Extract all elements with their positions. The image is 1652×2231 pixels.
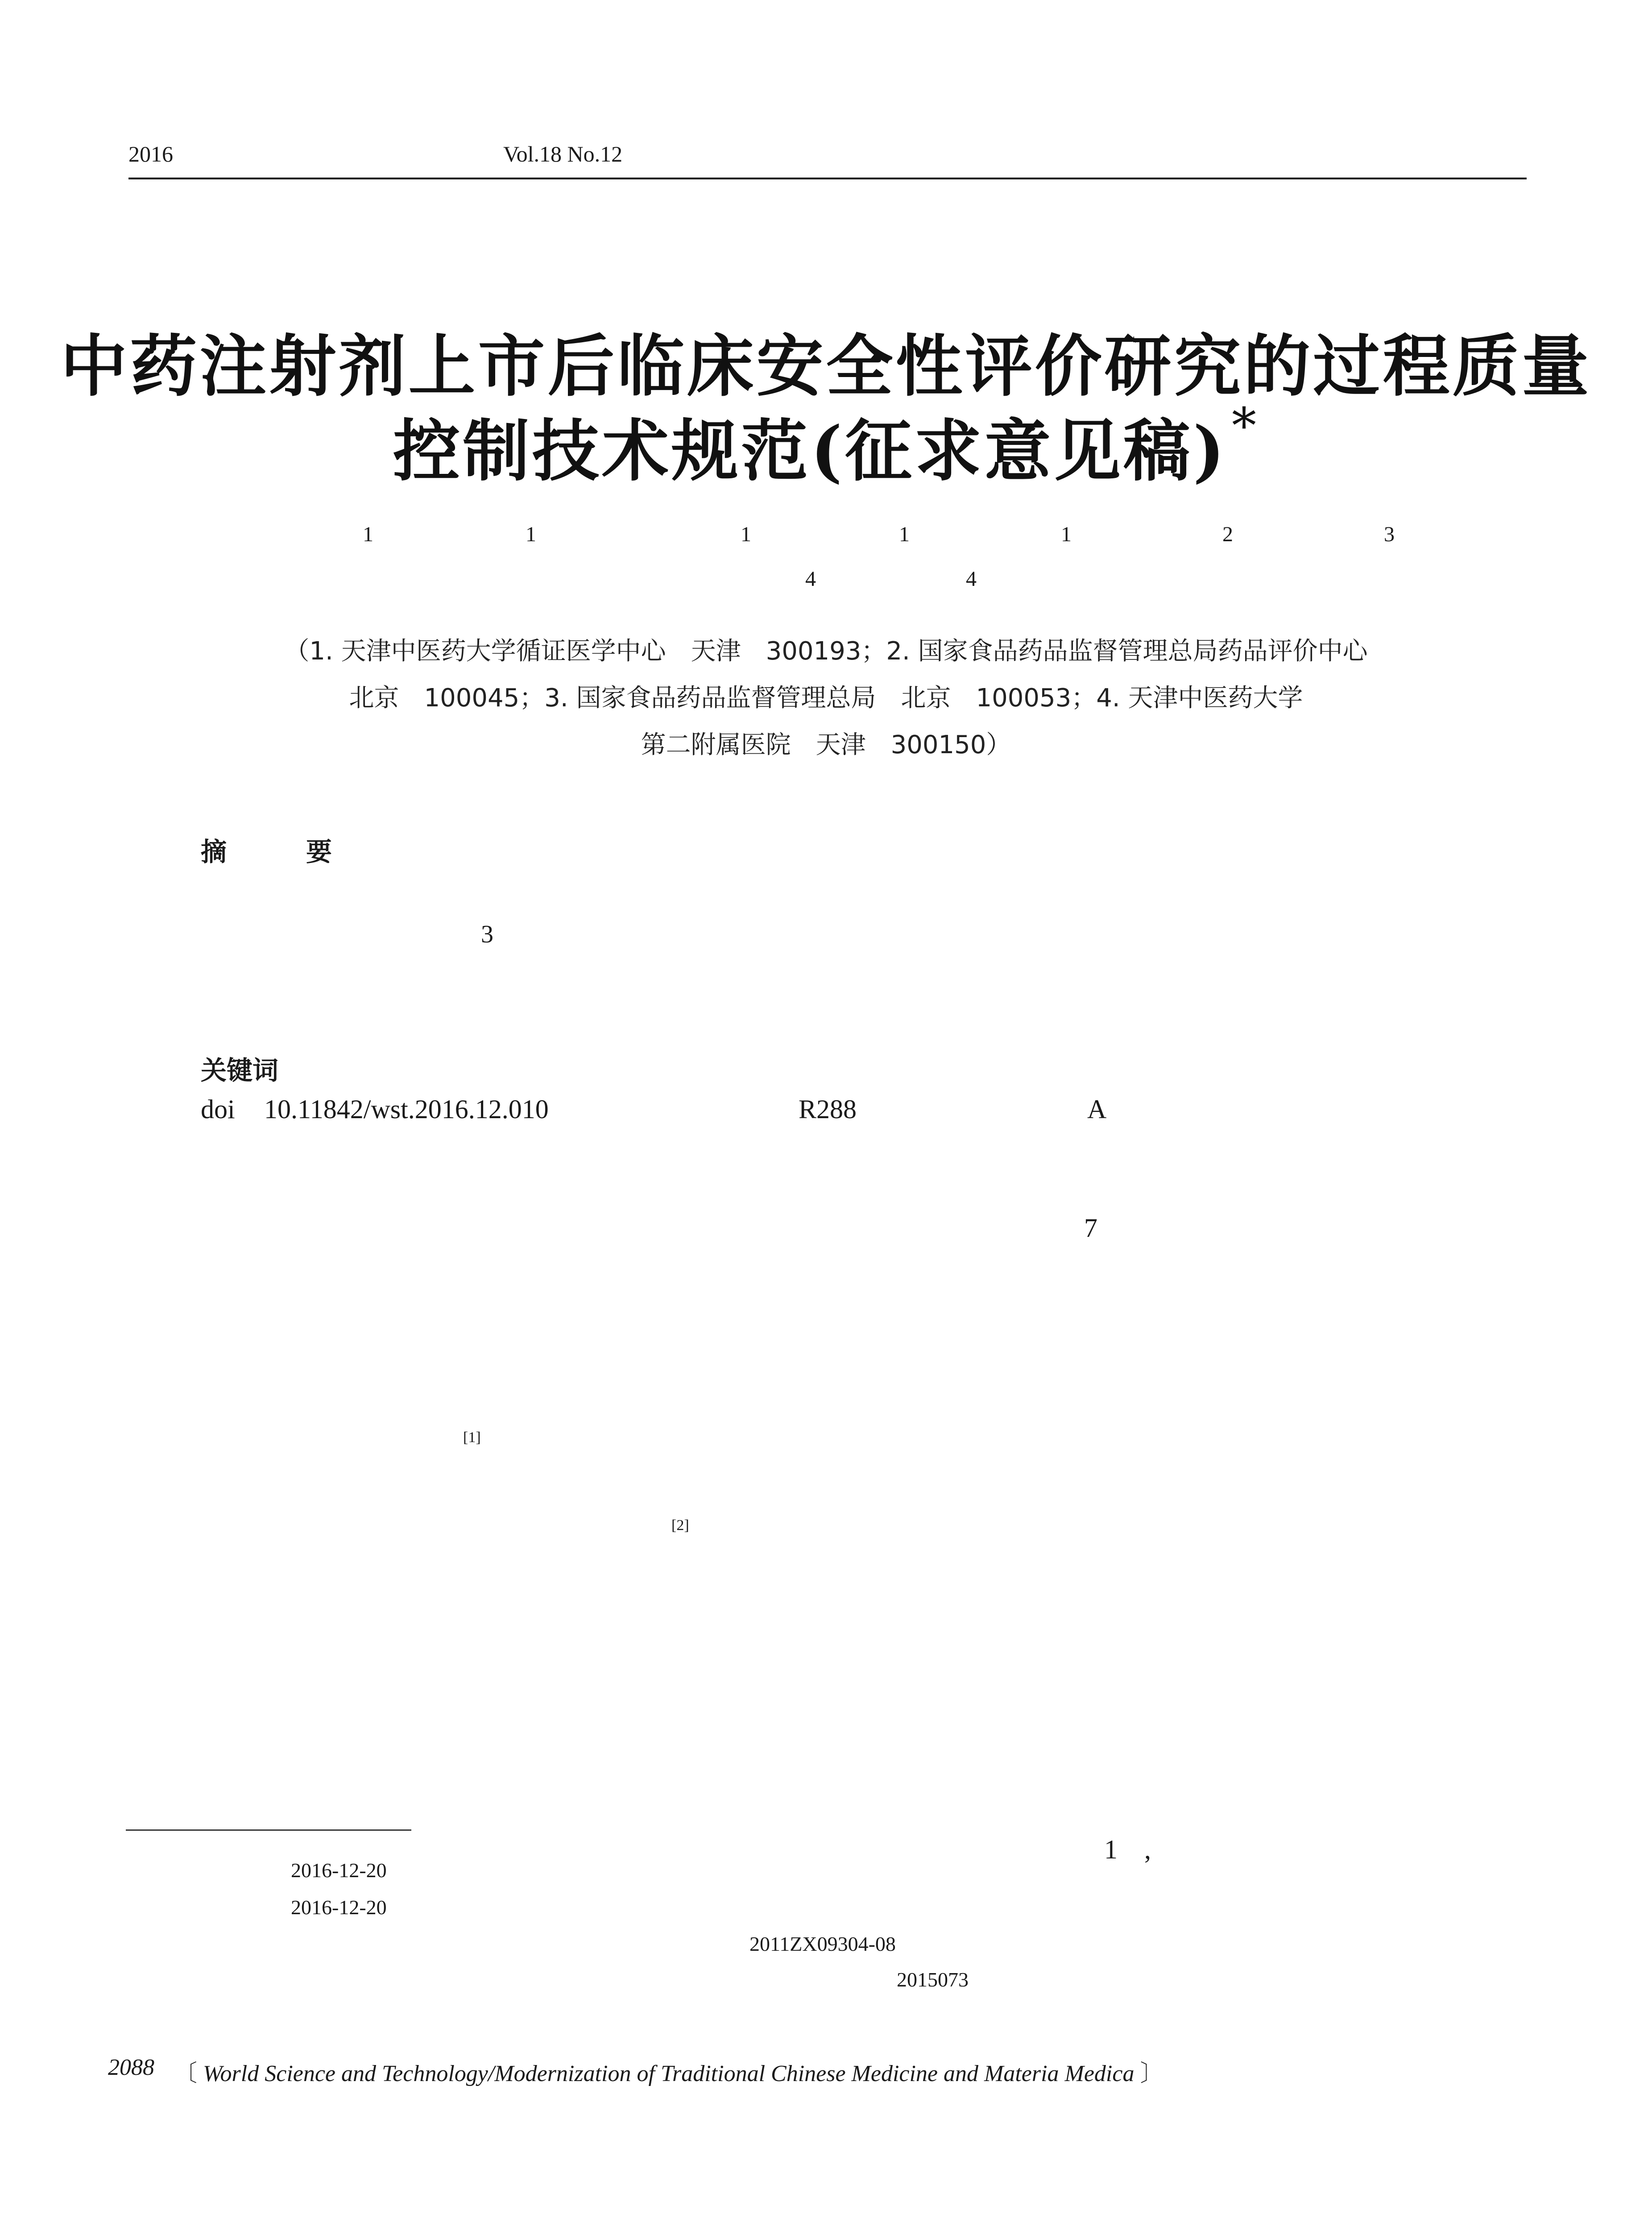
paper-title-line-1: 中药注射剂上市后临床安全性评价研究的过程质量	[60, 327, 1592, 406]
doi-label: doi	[201, 1095, 235, 1124]
paper-title-line-2-text: 控制技术规范(征求意见稿)	[393, 412, 1227, 490]
body-number: 1 ,	[1104, 1835, 1151, 1864]
header-year: 2016	[128, 141, 173, 166]
footnote-received-date: 2016-12-20	[291, 1859, 387, 1882]
citation-ref: [1]	[463, 1429, 481, 1446]
author-superscript: 1	[1061, 523, 1072, 546]
author-superscript: 1	[363, 523, 373, 546]
footnote-revised-date: 2016-12-20	[291, 1896, 387, 1919]
author-superscript: 1	[899, 523, 910, 546]
header-rule	[128, 178, 1527, 179]
title-footnote-mark: *	[1231, 397, 1259, 454]
header-volume: Vol.18 No.12	[503, 141, 623, 166]
author-superscript: 2	[1222, 523, 1233, 546]
author-superscript: 4	[966, 567, 977, 591]
abstract-number: 3	[481, 921, 493, 948]
author-superscript: 1	[741, 523, 751, 546]
body-number: 7	[1084, 1213, 1097, 1243]
affiliation-line-3: 第二附属医院 天津 300150）	[641, 730, 1011, 759]
footer-journal-name: World Science and Technology/Modernization of Traditional Chinese Medicine and Materia Medica	[203, 2061, 1134, 2086]
author-superscript: 3	[1384, 523, 1395, 546]
affiliation-line-2: 北京 100045；3. 国家食品药品监督管理总局 北京 100053；4. 天津中医药大学	[349, 684, 1303, 713]
footer-bracket-open: 〔	[174, 2061, 198, 2086]
author-superscript: 4	[805, 567, 816, 591]
classification-code: R288	[799, 1095, 857, 1124]
citation-ref: [2]	[671, 1517, 689, 1534]
footer-journal	[174, 2054, 1163, 2088]
footer-bracket-close: 〕	[1140, 2061, 1163, 2086]
footnote-grant-number: 2011ZX09304-08	[749, 1932, 896, 1955]
footnote-rule	[126, 1829, 411, 1831]
affiliation-line-1: （1. 天津中医药大学循证医学中心 天津 300193；2. 国家食品药品监督管理总局药品评价中心	[284, 637, 1368, 666]
footnote-grant-number: 2015073	[897, 1968, 969, 1991]
paper-title-line-2	[0, 397, 1652, 493]
keywords-label: 关键词	[201, 1055, 279, 1086]
page-number: 2088	[108, 2055, 154, 2080]
abstract-label: 摘 要	[201, 837, 359, 867]
author-superscript: 1	[526, 523, 536, 546]
doi-value: 10.11842/wst.2016.12.010	[264, 1095, 549, 1124]
document-code: A	[1087, 1095, 1107, 1124]
